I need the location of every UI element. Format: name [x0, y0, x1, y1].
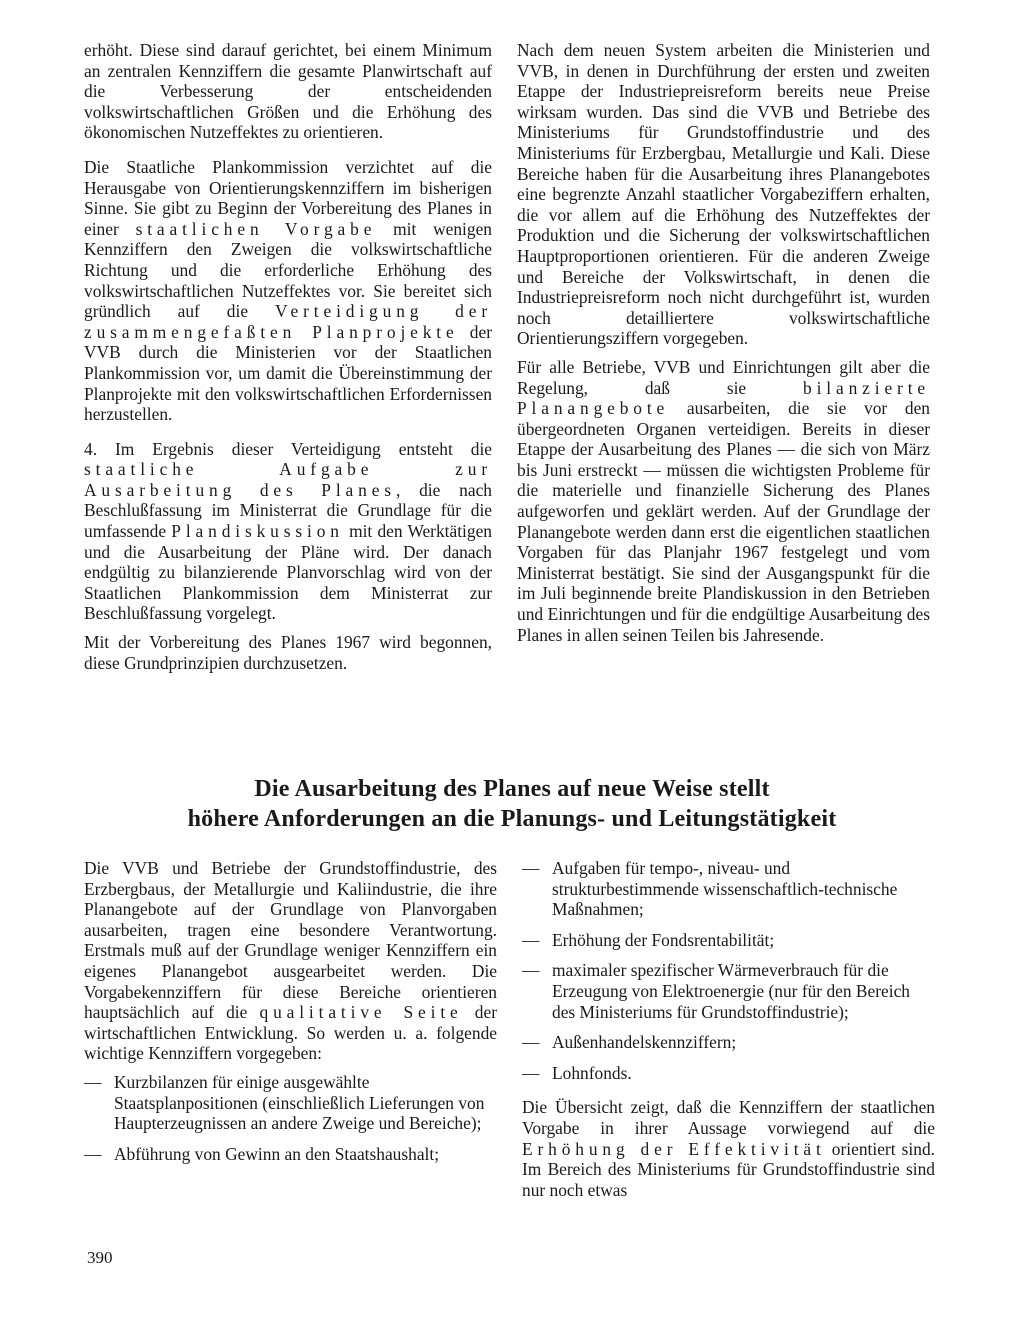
top-left-column — [84, 40, 492, 687]
list-item-text: maximaler spezifischer Wärmeverbrauch für die Erzeugung von Elektroenergie (nur für den Bereich des Ministeriums für Grundstoffindustrie); — [552, 960, 910, 1022]
emphasis-text: staatlichen Vorgabe — [135, 218, 377, 239]
list-item-text: Erhöhung der Fondsrentabilität; — [552, 929, 775, 950]
paragraph — [522, 1097, 935, 1200]
list-item — [522, 1063, 935, 1084]
heading-line: höhere Anforderungen an die Planungs- und Leitungstätigkeit — [187, 806, 837, 832]
list-item-text: Außenhandelskennziffern; — [552, 1032, 737, 1053]
text-run: mit wenigen Kennziffern den Zweigen die volkswirtschaftliche Richtung und die erforderliche Erhöhung des volkswirtschaftlichen Nutzeffektes vor. Sie bereitet sich gründlich auf die — [84, 218, 492, 322]
dash-marker: — — [522, 858, 540, 878]
text-run: Die Übersicht zeigt, daß die Kennziffern der staatlichen Vorgabe in ihrer Aussage vorwiegend auf die — [522, 1097, 935, 1138]
dash-marker: — — [522, 1032, 540, 1053]
paragraph: Mit der Vorbereitung des Planes 1967 wird begonnen, diese Grundprinzipien durchzusetzen. — [84, 632, 492, 673]
dash-marker: — — [522, 1062, 540, 1083]
emphasis-text: bilanzierte Planangebote — [517, 377, 930, 419]
list-item — [84, 1144, 497, 1165]
paragraph: erhöht. Diese sind darauf gerichtet, bei einem Minimum an zentralen Kennziffern die gesamte Planwirtschaft auf die Verbesserung der entscheidenden volkswirtschaftlichen Größen und die Erhöhung des ökonomischen Nutzeffektes zu orientieren. — [84, 40, 492, 143]
text-run: Die Staatliche Plankommission verzichtet auf die Herausgabe von Orientierungskennziffern im bisherigen Sinne. Sie gibt zu Beginn der Vorbereitung des Planes in einer — [84, 156, 492, 239]
paragraph: Nach dem neuen System arbeiten die Ministerien und VVB, in denen in Durchführung der ersten und zweiten Etappe der Industriepreisreform bereits neue Preise wirksam wurden. Das sind die VVB und Betriebe des Ministeriums für Grundstoffindustrie und des Ministeriums für Erzbergbau, Metallurgie und Kali. Diese Bereiche haben für die Ausarbeitung ihres Planangebotes eine begrenzte Anzahl staatlicher Vorgabeziffern erhalten, die vor allem auf die Erhöhung des Nutzeffektes der Produktion und die Sicherung der volkswirtschaftlichen Hauptproportionen orientieren. Für die anderen Zweige und Bereiche der Volkswirtschaft, in denen die Industriepreisreform noch nicht durchgeführt ist, wurden noch detailliertere volkswirtschaftliche Orientierungsziffern vorgegeben. — [517, 40, 930, 349]
text-run: Die VVB und Betriebe der Grundstoffindustrie, des Erzbergbaus, der Metallurgie und Kaliindustrie, die ihre Planangebote auf der Grundlage von Planvorgaben ausarbeiten, tragen eine besondere Verantwortung. Erstmals muß auf der Grundlage weniger Kennziffern ein eigenes Planangebot ausgearbeitet werden. Die Vorgabekennziffern für diese Bereiche orientieren hauptsächlich auf die — [84, 858, 497, 1023]
top-right-column — [517, 40, 930, 659]
heading-line: Die Ausarbeitung des Planes auf neue Weise stellt — [254, 776, 770, 802]
list-item-text: Kurzbilanzen für einige ausgewählte Staatsplanpositionen (einschließlich Lieferungen von Haupterzeugnissen an andere Zweige und Bereiche); — [114, 1071, 485, 1134]
list-item — [84, 1072, 497, 1134]
bottom-right-column — [522, 858, 935, 1214]
text-run: Für alle Betriebe, VVB und Einrichtungen gilt aber die Regelung, daß sie — [517, 356, 930, 398]
list-item-text: Lohnfonds. — [552, 1062, 632, 1083]
paragraph — [517, 357, 930, 645]
text-run: , die nach Beschlußfassung im Ministerrat die Grundlage für die umfassende — [84, 479, 492, 542]
list-item — [522, 930, 935, 951]
paragraph — [84, 157, 492, 425]
dash-marker: — — [84, 1071, 102, 1092]
dash-marker: — — [522, 960, 540, 981]
emphasis-text: staatliche Aufgabe zur Ausarbeitung des Planes — [84, 459, 492, 500]
list-item — [522, 960, 935, 1022]
page-number: 390 — [87, 1248, 113, 1267]
text-run: der VVB durch die Ministerien vor der Staatlichen Plankommission vor, um damit die Übereinstimmung der Planprojekte mit den volkswirtschaftlichen Erfordernissen herzustellen. — [84, 321, 492, 425]
section-heading — [84, 774, 940, 834]
list-item-text: Abführung von Gewinn an den Staatshaushalt; — [114, 1143, 440, 1164]
dash-marker: — — [522, 929, 540, 950]
paragraph — [84, 858, 497, 1064]
dash-marker: — — [84, 1143, 102, 1164]
list-item — [522, 858, 935, 920]
list-item-text: Aufgaben für tempo-, niveau- und strukturbestimmende wissenschaftlich-technische Maßnahmen; — [552, 858, 898, 920]
emphasis-text: Erhöhung der Effektivität — [522, 1138, 826, 1159]
emphasis-text: Verteidigung der zusammengefaßten Planprojekte — [84, 301, 492, 342]
bottom-left-column — [84, 858, 497, 1174]
emphasis-text: qualitative Seite — [259, 1002, 463, 1023]
text-run: ausarbeiten, die sie vor den übergeordneten Organen verteidigen. Bereits in dieser Etappe der Ausarbeitung des Planes — die sich von März bis Juni erstreckt — müssen die wichtigsten Probleme für die materielle und finanzielle Sicherung des Planes aufgeworfen und geklärt werden. Auf der Grundlage der Planangebote werden dann erst die eigentlichen staatlichen Vorgaben für das Planjahr 1967 festgelegt und vom Ministerrat bestätigt. Sie sind der Ausgangspunkt für die im Juli beginnende breite Plandiskussion in den Betrieben und Einrichtungen und für die endgültige Ausarbeitung des Planes in allen seinen Teilen bis Jahresende. — [517, 398, 930, 645]
paragraph — [84, 439, 492, 624]
list-item — [522, 1032, 935, 1053]
text-run: 4. Im Ergebnis dieser Verteidigung entsteht die — [84, 438, 492, 459]
text-run: mit den Werktätigen und die Ausarbeitung der Pläne wird. Der danach endgültig zu bilanzierende Planvorschlag wird von der Staatlichen Plankommission dem Ministerrat zur Beschlußfassung vorgelegt. — [84, 521, 492, 624]
text-run: orientiert sind. Im Bereich des Ministeriums für Grundstoffindustrie sind nur noch etwas — [522, 1138, 935, 1200]
emphasis-text: Plandiskussion — [171, 521, 344, 542]
text-run: der wirtschaftlichen Entwicklung. So werden u. a. folgende wichtige Kennziffern vorgegeben: — [84, 1002, 497, 1064]
